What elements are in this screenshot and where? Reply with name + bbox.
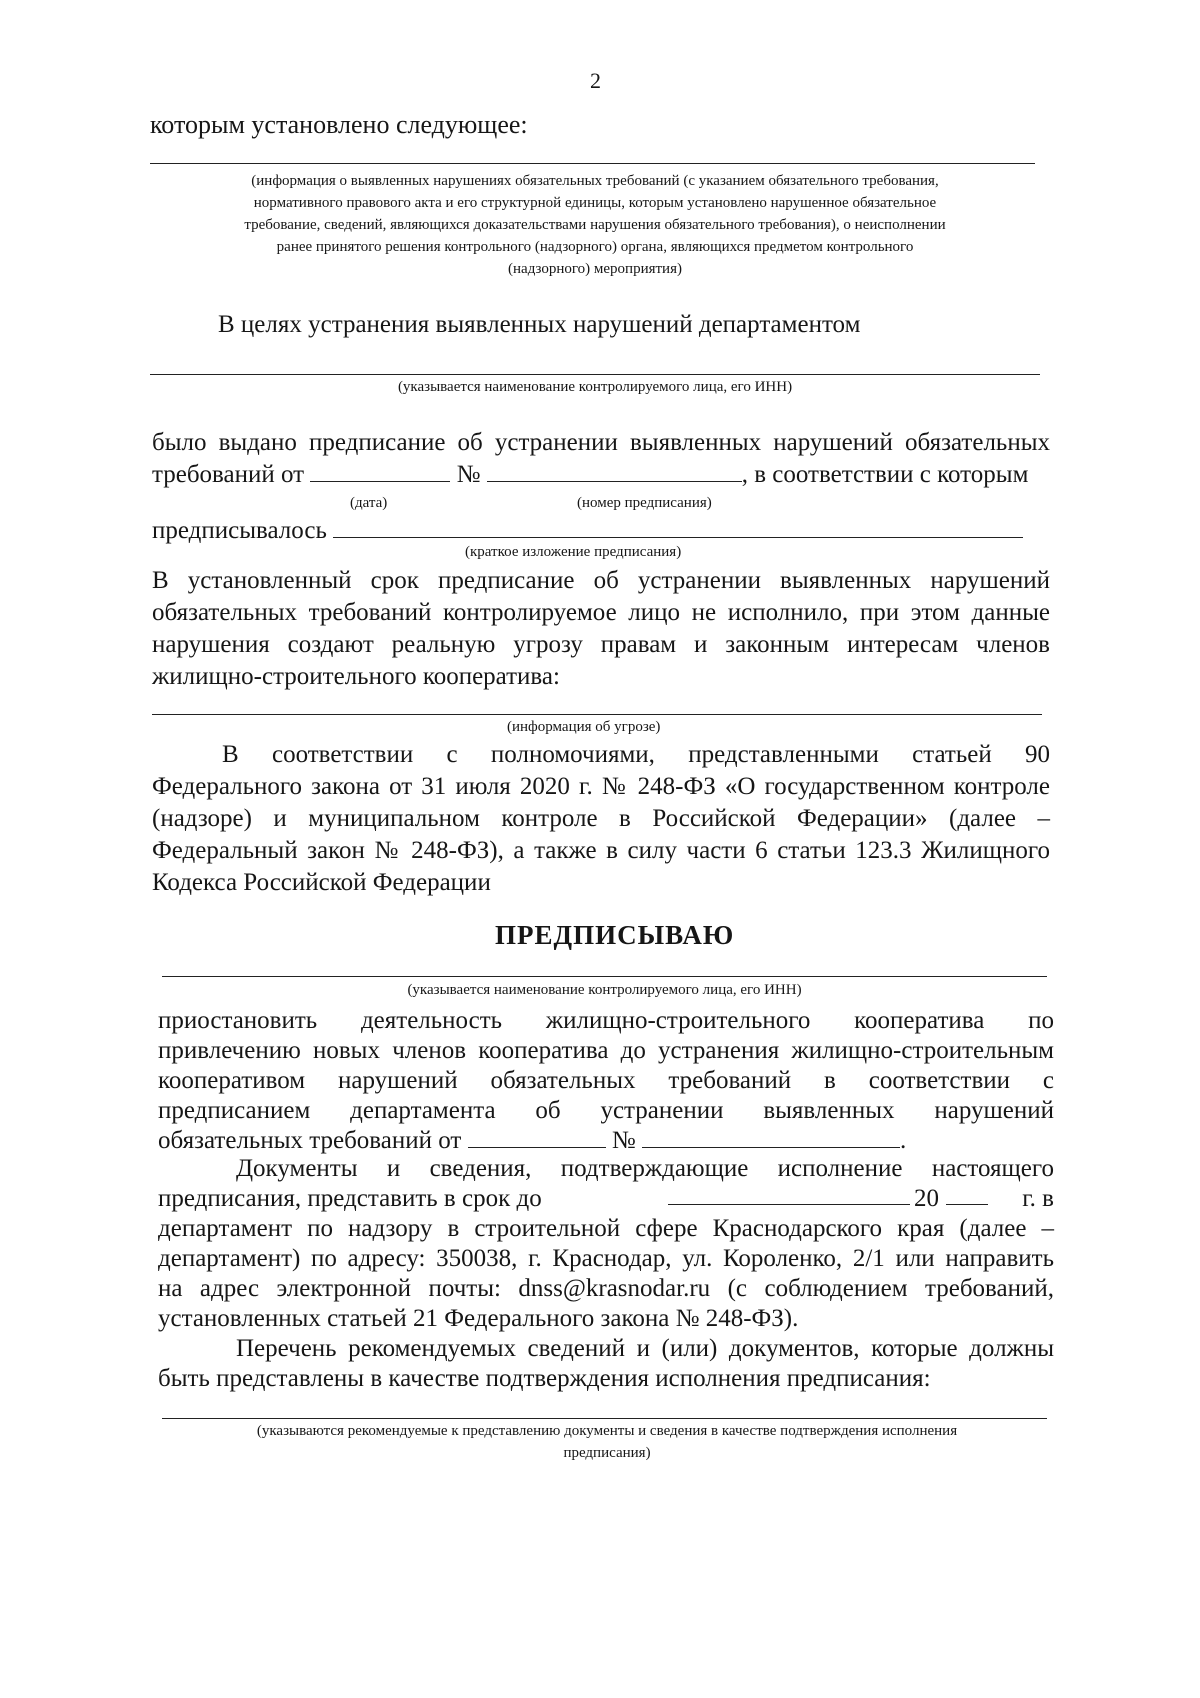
suspend-line-2: привлечению новых членов кооператива до устранения жилищно-строительным	[158, 1037, 1054, 1064]
underline-threat	[152, 714, 1042, 715]
underline-person-1	[150, 374, 1040, 375]
docs-line-6: установленных статьей 21 Федерального закона № 248-ФЗ).	[158, 1305, 799, 1332]
prescribed-line: предписывалось	[152, 514, 1023, 547]
suspend-date-field[interactable]	[468, 1125, 606, 1148]
suspend-line-1: приостановить деятельность жилищно-строительного кооператива по	[158, 1007, 1054, 1034]
list-line-2: быть представлены в качестве подтверждения исполнения предписания:	[158, 1365, 931, 1392]
underline-person-2	[162, 976, 1047, 977]
issued-line-1: было выдано предписание об устранении выявленных нарушений обязательных	[152, 429, 1050, 456]
year-field[interactable]	[946, 1182, 988, 1205]
suspend-number-field[interactable]	[642, 1125, 900, 1148]
page-number: 2	[590, 68, 601, 93]
suspend-line-3: кооперативом нарушений обязательных требований в соответствии с	[158, 1067, 1054, 1094]
docs-line-3: департамент по надзору в строительной сфере Краснодарского края (далее –	[158, 1215, 1054, 1242]
term-line-1: В установленный срок предписание об устранении выявленных нарушений	[152, 567, 1050, 594]
note-number: (номер предписания)	[577, 495, 712, 511]
note-threat: (информация об угрозе)	[507, 719, 661, 735]
deadline-field[interactable]	[668, 1182, 910, 1205]
law-line-5: Кодекса Российской Федерации	[152, 869, 491, 896]
note-summary: (краткое изложение предписания)	[465, 544, 682, 560]
year-suffix: г. в	[1022, 1185, 1054, 1212]
underline-violations	[150, 163, 1035, 164]
term-line-4: жилищно-строительного кооператива:	[152, 663, 560, 690]
law-line-4: Федеральный закон № 248-ФЗ), а также в силу части 6 статьи 123.3 Жилищного	[152, 837, 1050, 864]
docs-line-5: на адрес электронной почты: dnss@krasnodar.ru (с соблюдением требований,	[158, 1275, 1054, 1302]
suspend-line-4: предписанием департамента об устранении выявленных нарушений	[158, 1097, 1054, 1124]
suspend-line-5: обязательных требований от № .	[158, 1127, 907, 1154]
docs-line-2: предписания, представить в срок до	[158, 1185, 542, 1212]
underline-docs	[162, 1418, 1047, 1419]
law-line-1: В соответствии с полномочиями, представленными статьей 90	[222, 741, 1050, 768]
note-date: (дата)	[350, 495, 388, 511]
term-line-3: нарушения создают реальную угрозу правам и законным интересам членов	[152, 631, 1050, 658]
issued-line-2: требований от № , в соответствии с которым	[152, 461, 1029, 488]
intro-text: которым установлено следующее:	[150, 110, 528, 139]
term-line-2: обязательных требований контролируемое лицо не исполнило, при этом данные	[152, 599, 1050, 626]
docs-line-4: департамент) по адресу: 350038, г. Краснодар, ул. Короленко, 2/1 или направить	[158, 1245, 1054, 1272]
purpose-text: В целях устранения выявленных нарушений департаментом	[218, 311, 861, 338]
note-person-2: (указывается наименование контролируемого лица, его ИНН)	[407, 982, 802, 998]
list-line-1: Перечень рекомендуемых сведений и (или) документов, которые должны	[236, 1335, 1054, 1362]
law-line-3: (надзоре) и муниципальном контроле в Российской Федерации» (далее –	[152, 805, 1050, 832]
heading: ПРЕДПИСЫВАЮ	[495, 920, 735, 950]
note-violations: (информация о выявленных нарушениях обязательных требований (с указанием обязательного требования, нормативного правового акта и его структурной единицы, которым установлено нарушенное обязательное требование, сведений, являющихся доказательствами нарушения обязательного требования), о неисполнении ранее принятого решения контрольного (надзорного) органа, являющихся предметом контрольного (надзорного) мероприятия)	[244, 173, 946, 277]
date-field[interactable]	[310, 459, 450, 482]
year-prefix: 20	[914, 1185, 939, 1212]
note-person-1: (указывается наименование контролируемого лица, его ИНН)	[397, 379, 793, 395]
summary-field[interactable]	[333, 515, 1023, 538]
law-line-2: Федерального закона от 31 июля 2020 г. № 248-ФЗ «О государственном контроле	[152, 773, 1050, 800]
number-field[interactable]	[487, 459, 742, 482]
note-docs: (указываются рекомендуемые к представлению документы и сведения в качестве подтверждения исполнения предписания)	[256, 1423, 958, 1461]
docs-line-1: Документы и сведения, подтверждающие исполнение настоящего	[236, 1155, 1054, 1182]
